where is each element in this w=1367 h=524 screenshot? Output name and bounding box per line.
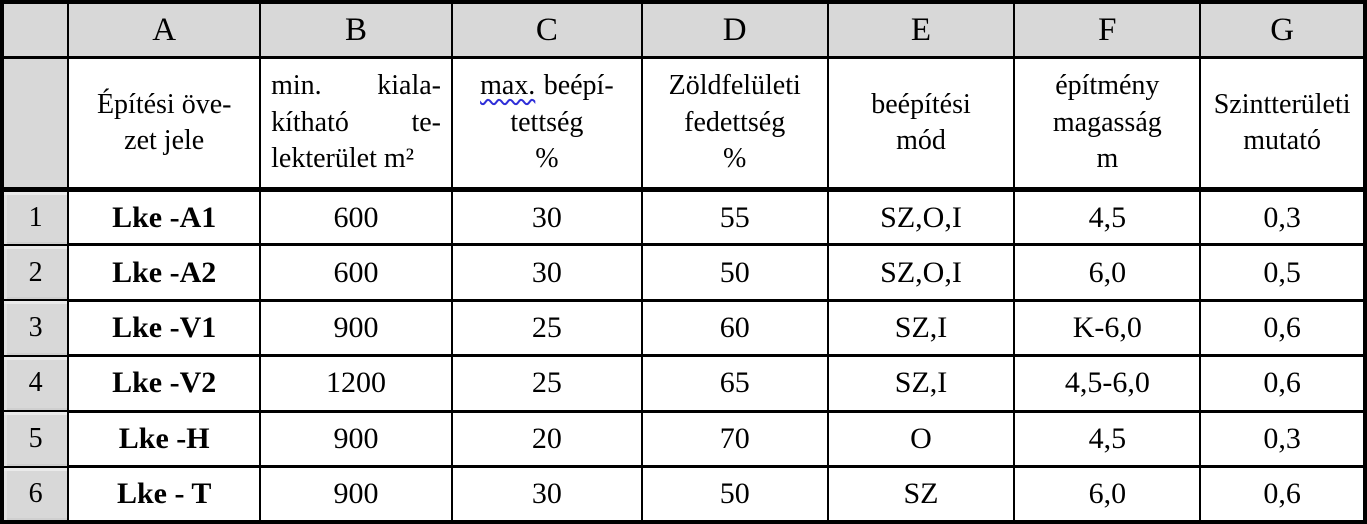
cell-b2[interactable]: 600 — [260, 245, 452, 300]
cell-d2[interactable]: 50 — [642, 245, 828, 300]
header-line: zet jele — [124, 125, 205, 156]
cell-d4[interactable]: 65 — [642, 356, 828, 411]
header-cell-zone-sign[interactable] — [68, 58, 260, 190]
header-line — [453, 68, 641, 104]
table-row — [2, 300, 1365, 355]
cell-c5[interactable]: 20 — [452, 411, 642, 466]
table-row — [2, 245, 1365, 300]
select-all-corner[interactable] — [2, 2, 68, 58]
table-row — [2, 411, 1365, 466]
header-line: % — [535, 143, 559, 175]
cell-g4[interactable]: 0,6 — [1200, 356, 1365, 411]
row-header-2[interactable]: 2 — [2, 245, 68, 300]
header-line-text: beépí- — [543, 70, 614, 102]
table-row — [2, 190, 1365, 245]
header-line: magasság — [1052, 106, 1162, 138]
row-header-1[interactable]: 1 — [2, 190, 68, 245]
header-cell-max-coverage[interactable] — [452, 58, 642, 190]
cell-b3[interactable]: 900 — [260, 300, 452, 355]
table-row — [2, 467, 1365, 522]
cell-g2[interactable]: 0,5 — [1200, 245, 1365, 300]
cell-e2[interactable]: SZ,O,I — [828, 245, 1015, 300]
cell-f5[interactable]: 4,5 — [1014, 411, 1200, 466]
column-header-g[interactable]: G — [1200, 2, 1365, 58]
cell-b6[interactable]: 900 — [260, 467, 452, 522]
cell-c4[interactable]: 25 — [452, 356, 642, 411]
column-header-e[interactable]: E — [828, 2, 1015, 58]
header-cell-building-height[interactable] — [1014, 58, 1200, 190]
header-line: m — [1096, 143, 1119, 175]
cell-f4[interactable]: 4,5-6,0 — [1014, 356, 1200, 411]
cell-f2[interactable]: 6,0 — [1014, 245, 1200, 300]
column-header-f[interactable]: F — [1014, 2, 1200, 58]
cell-g1[interactable]: 0,3 — [1200, 190, 1365, 245]
cell-e4[interactable]: SZ,I — [828, 356, 1015, 411]
header-line: építmény — [1055, 70, 1160, 102]
cell-a5[interactable]: Lke -H — [68, 411, 260, 466]
header-line: fedettség — [684, 106, 786, 138]
cell-f3[interactable]: K-6,0 — [1014, 300, 1200, 355]
header-line: tettség — [510, 106, 584, 138]
column-header-d[interactable]: D — [642, 2, 828, 58]
cell-c6[interactable]: 30 — [452, 467, 642, 522]
cell-c1[interactable]: 30 — [452, 190, 642, 245]
cell-a6[interactable]: Lke - T — [68, 467, 260, 522]
cell-g5[interactable]: 0,3 — [1200, 411, 1365, 466]
header-line: mód — [896, 125, 946, 156]
cell-c2[interactable]: 30 — [452, 245, 642, 300]
cell-e1[interactable]: SZ,O,I — [828, 190, 1015, 245]
column-header-c[interactable]: C — [452, 2, 642, 58]
header-cell-green-coverage[interactable] — [642, 58, 828, 190]
table-row — [2, 356, 1365, 411]
spellcheck-underlined-word: max. — [480, 70, 536, 102]
cell-b4[interactable]: 1200 — [260, 356, 452, 411]
header-line: Szintterületi — [1213, 88, 1351, 120]
header-line: % — [723, 143, 747, 175]
cell-a1[interactable]: Lke -A1 — [68, 190, 260, 245]
header-cell-floor-area-ratio[interactable] — [1200, 58, 1365, 190]
cell-b5[interactable]: 900 — [260, 411, 452, 466]
cell-b1[interactable]: 600 — [260, 190, 452, 245]
header-cell-building-mode[interactable] — [828, 58, 1015, 190]
cell-g6[interactable]: 0,6 — [1200, 467, 1365, 522]
cell-e5[interactable]: O — [828, 411, 1015, 466]
cell-f1[interactable]: 4,5 — [1014, 190, 1200, 245]
row-header-5[interactable]: 5 — [2, 411, 68, 466]
row-header-4[interactable]: 4 — [2, 356, 68, 411]
cell-e6[interactable]: SZ — [828, 467, 1015, 522]
cell-e3[interactable]: SZ,I — [828, 300, 1015, 355]
row-header-6[interactable]: 6 — [2, 467, 68, 522]
header-line: mutató — [1243, 125, 1321, 156]
cell-a4[interactable]: Lke -V2 — [68, 356, 260, 411]
cell-a3[interactable]: Lke -V1 — [68, 300, 260, 355]
cell-a2[interactable]: Lke -A2 — [68, 245, 260, 300]
column-letter-row — [2, 2, 1365, 58]
header-line: Építési öve- — [96, 88, 232, 120]
cell-d3[interactable]: 60 — [642, 300, 828, 355]
cell-c3[interactable]: 25 — [452, 300, 642, 355]
cell-f6[interactable]: 6,0 — [1014, 467, 1200, 522]
header-line: kítható te- — [271, 106, 441, 138]
header-line: beépítési — [871, 88, 971, 120]
cell-g3[interactable]: 0,6 — [1200, 300, 1365, 355]
description-header-row — [2, 58, 1365, 190]
header-line: lekterület m² — [271, 143, 415, 175]
cell-d1[interactable]: 55 — [642, 190, 828, 245]
header-line: Zöldfelületi — [668, 70, 801, 102]
header-line: min. kiala- — [271, 70, 441, 102]
cell-d6[interactable]: 50 — [642, 467, 828, 522]
column-header-b[interactable]: B — [260, 2, 452, 58]
cell-d5[interactable]: 70 — [642, 411, 828, 466]
row-header-blank[interactable] — [2, 58, 68, 190]
column-header-a[interactable]: A — [68, 2, 260, 58]
header-cell-min-plot-area[interactable] — [260, 58, 452, 190]
row-header-3[interactable]: 3 — [2, 300, 68, 355]
